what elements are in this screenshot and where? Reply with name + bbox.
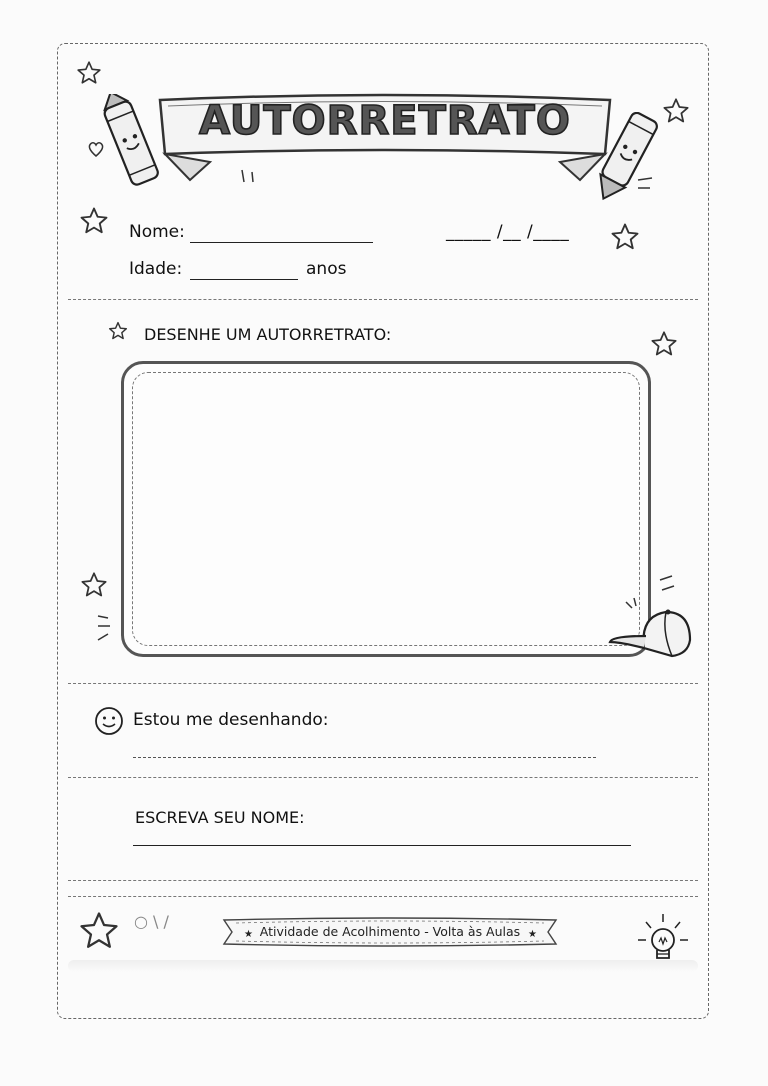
age-field[interactable] (190, 279, 298, 280)
sparkle-marks (238, 166, 264, 186)
drawing-area[interactable] (121, 361, 651, 657)
star-icon (79, 206, 109, 236)
star-icon (108, 321, 128, 341)
date-field[interactable]: _____ /__ /____ (446, 222, 570, 242)
footer-text: Atividade de Acolhimento - Volta às Aulas (259, 924, 521, 939)
cap-icon (606, 596, 694, 662)
page-title: AUTORRETRATO (199, 98, 571, 144)
name-field[interactable] (190, 242, 373, 243)
self-description-label: Estou me desenhando: (133, 710, 329, 730)
svg-text:★: ★ (244, 929, 253, 940)
drawing-prompt: DESENHE UM AUTORRETRATO: (144, 325, 392, 344)
sparkle-marks (656, 574, 678, 594)
smiley-icon (94, 706, 124, 736)
heart-icon (87, 140, 105, 158)
age-label: Idade: (129, 259, 183, 279)
section-divider (68, 880, 698, 881)
star-icon (610, 222, 640, 252)
sparkle-marks (634, 176, 656, 196)
section-divider (68, 896, 698, 897)
scribble-mark: ○ \ / (134, 912, 169, 931)
svg-text:★: ★ (528, 929, 537, 940)
star-icon (76, 60, 102, 86)
star-icon (662, 97, 690, 125)
footer-band (68, 960, 698, 972)
age-suffix: anos (306, 259, 347, 279)
section-divider (68, 777, 698, 778)
name-label: Nome: (129, 222, 185, 242)
star-icon (78, 910, 120, 952)
drawing-area-inner-border (132, 372, 640, 646)
star-icon (650, 330, 678, 358)
self-description-field[interactable] (133, 757, 596, 758)
sparkle-marks (94, 612, 114, 646)
section-divider (68, 683, 698, 684)
write-name-label: ESCREVA SEU NOME: (135, 808, 305, 827)
star-icon (80, 571, 108, 599)
write-name-field[interactable] (133, 845, 631, 846)
section-divider (68, 299, 698, 300)
